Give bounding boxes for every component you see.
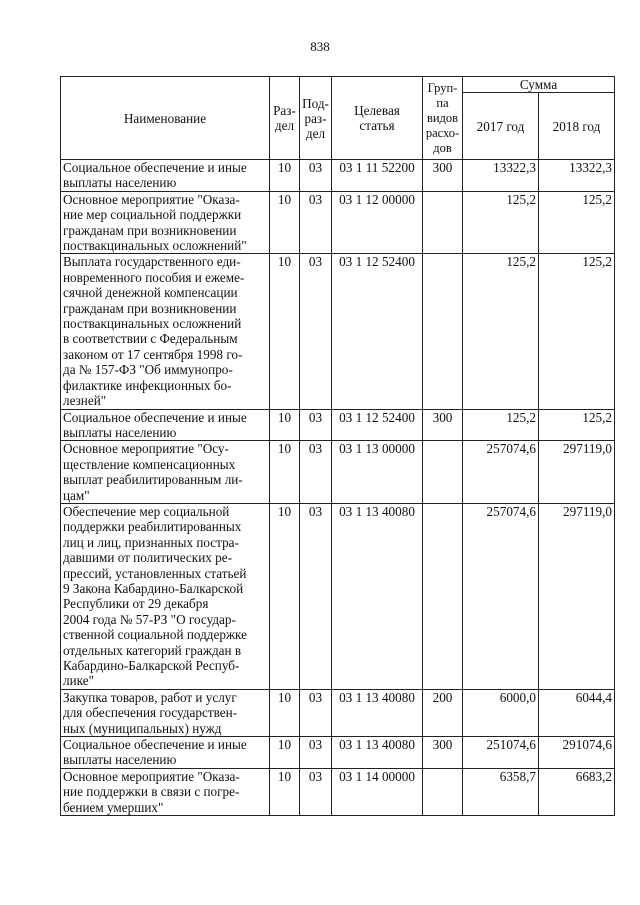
row-sum-2018: 6044,4 <box>539 689 615 736</box>
row-expense-group <box>423 441 463 504</box>
row-razdel: 10 <box>270 254 300 409</box>
row-name: Основное мероприятие "Оказа- ние поддержки в связи с погре- бением умерших" <box>61 768 270 815</box>
table-row <box>61 441 615 504</box>
row-sum-2017: 257074,6 <box>463 441 539 504</box>
row-target-article: 03 1 12 52400 <box>332 254 423 409</box>
row-podrazdel: 03 <box>300 768 332 815</box>
table-row <box>61 737 615 769</box>
row-sum-2018: 125,2 <box>539 409 615 441</box>
table-row <box>61 768 615 815</box>
row-name: Выплата государственного еди- новременного пособия и ежеме- сячной денежной компенсации гражданам при возникновении поствакцинальных осложнений в соответствии с Федеральным законом от 17 сентября 1998 го- да № 157-ФЗ "Об иммунопро- филактике инфекционных бо- лезней" <box>61 254 270 409</box>
row-sum-2018: 125,2 <box>539 191 615 254</box>
row-razdel: 10 <box>270 503 300 689</box>
row-target-article: 03 1 12 52400 <box>332 409 423 441</box>
row-name: Основное мероприятие "Оказа- ние мер социальной поддержки гражданам при возникновении поствакцинальных осложнений" <box>61 191 270 254</box>
row-sum-2018: 297119,0 <box>539 441 615 504</box>
row-target-article: 03 1 13 40080 <box>332 689 423 736</box>
row-sum-2018: 13322,3 <box>539 160 615 192</box>
header-target-article: Целевая статья <box>332 77 423 160</box>
row-sum-2018: 297119,0 <box>539 503 615 689</box>
row-expense-group: 300 <box>423 409 463 441</box>
row-expense-group: 200 <box>423 689 463 736</box>
row-podrazdel: 03 <box>300 503 332 689</box>
row-expense-group <box>423 191 463 254</box>
row-sum-2018: 6683,2 <box>539 768 615 815</box>
row-sum-2017: 257074,6 <box>463 503 539 689</box>
row-sum-2017: 125,2 <box>463 254 539 409</box>
row-razdel: 10 <box>270 409 300 441</box>
row-name: Обеспечение мер социальной поддержки реабилитированных лиц и лиц, признанных постра- давшими от политических ре- прессий, установленных статьей 9 Закона Кабардино-Балкарской Республики от 29 декабря 2004 года № 57-РЗ "О государ- ственной социальной поддержке отдельных категорий граждан в Кабардино-Балкарской Респуб- лике" <box>61 503 270 689</box>
row-name: Социальное обеспечение и иные выплаты населению <box>61 160 270 192</box>
table-row <box>61 503 615 689</box>
row-razdel: 10 <box>270 689 300 736</box>
table-row <box>61 191 615 254</box>
row-podrazdel: 03 <box>300 254 332 409</box>
row-target-article: 03 1 11 52200 <box>332 160 423 192</box>
header-row <box>61 77 615 93</box>
header-year-2018: 2018 год <box>539 93 615 160</box>
row-podrazdel: 03 <box>300 409 332 441</box>
row-sum-2018: 125,2 <box>539 254 615 409</box>
row-name: Социальное обеспечение и иные выплаты населению <box>61 737 270 769</box>
row-razdel: 10 <box>270 441 300 504</box>
row-sum-2018: 291074,6 <box>539 737 615 769</box>
row-expense-group: 300 <box>423 160 463 192</box>
header-razdel: Раз- дел <box>270 77 300 160</box>
row-name: Социальное обеспечение и иные выплаты населению <box>61 409 270 441</box>
row-name: Основное мероприятие "Осу- ществление компенсационных выплат реабилитированным ли- цам" <box>61 441 270 504</box>
row-expense-group <box>423 768 463 815</box>
row-target-article: 03 1 14 00000 <box>332 768 423 815</box>
row-razdel: 10 <box>270 768 300 815</box>
row-podrazdel: 03 <box>300 737 332 769</box>
table-row <box>61 689 615 736</box>
row-name: Закупка товаров, работ и услуг для обеспечения государствен- ных (муниципальных) нужд <box>61 689 270 736</box>
header-podrazdel: Под- раз- дел <box>300 77 332 160</box>
row-podrazdel: 03 <box>300 160 332 192</box>
row-razdel: 10 <box>270 191 300 254</box>
row-target-article: 03 1 13 40080 <box>332 737 423 769</box>
row-sum-2017: 13322,3 <box>463 160 539 192</box>
header-year-2017: 2017 год <box>463 93 539 160</box>
row-expense-group <box>423 254 463 409</box>
row-podrazdel: 03 <box>300 689 332 736</box>
row-podrazdel: 03 <box>300 191 332 254</box>
row-target-article: 03 1 12 00000 <box>332 191 423 254</box>
header-sum: Сумма <box>463 77 615 93</box>
budget-table <box>60 76 615 816</box>
table-row <box>61 409 615 441</box>
header-expense-group: Груп- па видов расхо- дов <box>423 77 463 160</box>
row-sum-2017: 6000,0 <box>463 689 539 736</box>
row-sum-2017: 125,2 <box>463 191 539 254</box>
row-razdel: 10 <box>270 160 300 192</box>
row-sum-2017: 251074,6 <box>463 737 539 769</box>
row-target-article: 03 1 13 00000 <box>332 441 423 504</box>
row-razdel: 10 <box>270 737 300 769</box>
table-row <box>61 160 615 192</box>
row-sum-2017: 6358,7 <box>463 768 539 815</box>
page-number: 838 <box>310 39 330 54</box>
header-name: Наименование <box>61 77 270 160</box>
row-podrazdel: 03 <box>300 441 332 504</box>
row-expense-group: 300 <box>423 737 463 769</box>
table-row <box>61 254 615 409</box>
table-body <box>61 160 615 816</box>
row-sum-2017: 125,2 <box>463 409 539 441</box>
row-expense-group <box>423 503 463 689</box>
row-target-article: 03 1 13 40080 <box>332 503 423 689</box>
